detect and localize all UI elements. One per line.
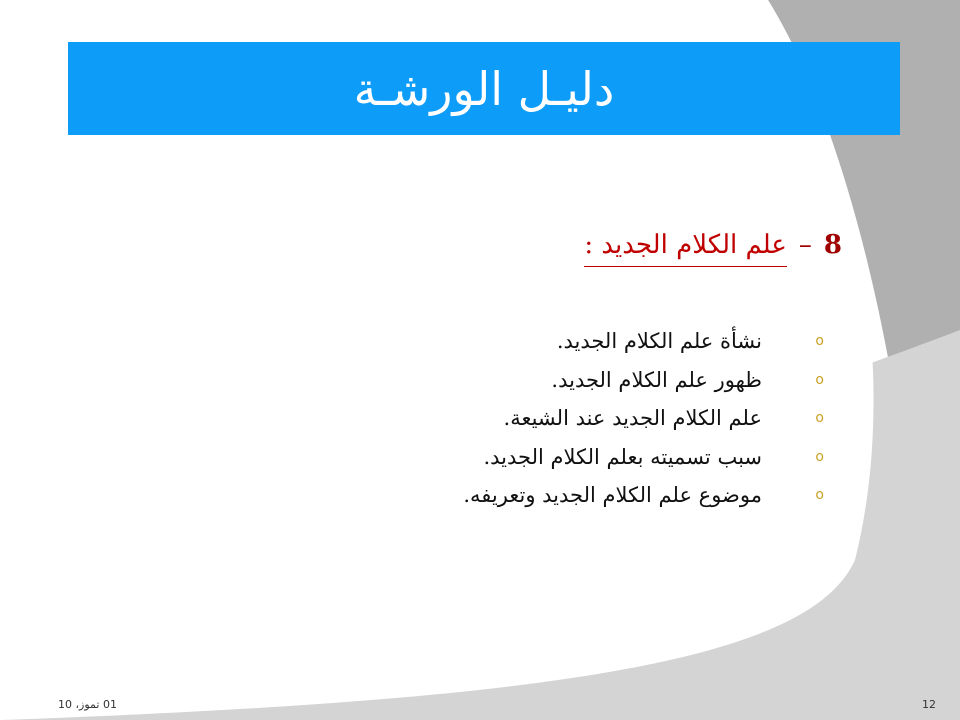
topic-list xyxy=(463,322,824,515)
bullet-circle-icon: o xyxy=(815,448,824,465)
section-label: علم الكلام الجديد : xyxy=(584,230,787,267)
topic-text: موضوع علم الكلام الجديد وتعريفه. xyxy=(463,483,762,507)
list-item xyxy=(463,361,824,400)
bullet-circle-icon: o xyxy=(815,487,824,503)
page-number: 12 xyxy=(922,698,936,711)
section-number: 8 xyxy=(823,230,842,260)
title-bar xyxy=(68,42,900,135)
section-dash: – xyxy=(798,230,812,260)
list-item xyxy=(463,322,824,361)
bullet-circle-icon: o xyxy=(815,333,824,349)
section-heading xyxy=(584,230,842,267)
list-item xyxy=(463,399,824,438)
bullet-circle-icon: o xyxy=(815,410,824,426)
topic-text: نشأة علم الكلام الجديد. xyxy=(556,329,762,353)
footer-date: 01 تموز، 10 xyxy=(58,698,117,711)
slide-title: دليـل الورشـة xyxy=(353,61,615,116)
bullet-circle-icon: o xyxy=(815,371,824,388)
topic-text: سبب تسميته بعلم الكلام الجديد. xyxy=(483,444,762,469)
list-item xyxy=(463,476,824,515)
list-item xyxy=(463,438,824,477)
topic-text: علم الكلام الجديد عند الشيعة. xyxy=(503,406,762,430)
topic-text: ظهور علم الكلام الجديد. xyxy=(551,367,762,392)
